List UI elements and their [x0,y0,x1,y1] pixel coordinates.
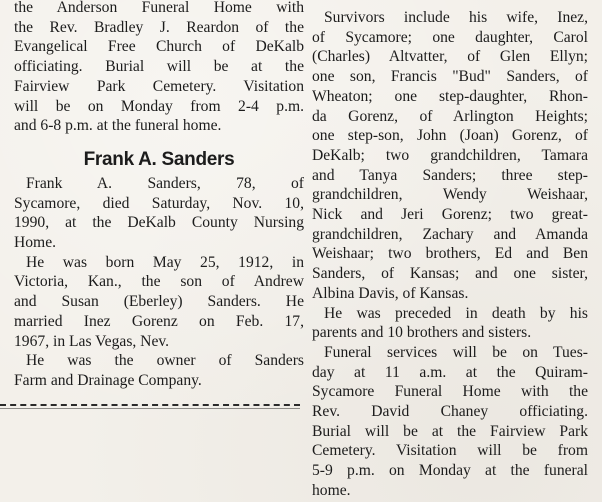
text-line: (Charles) Altvatter, of Glen Ellyn; [312,48,588,66]
left-column [14,0,304,391]
text-line: Sycamore Funeral Home with the [312,383,588,401]
text-line: Sycamore, died Saturday, Nov. 10, [14,194,304,212]
text-line: Survivors include his wife, Inez, [324,9,588,26]
text-line: Home. [14,234,57,252]
text-line: Evangelical Free Church of DeKalb [14,38,304,56]
text-line: 5-9 p.m. on Monday at the funeral [312,462,588,480]
text-line: Wheaton; one step-daughter, Rhon- [312,87,588,105]
text-line: day at 11 a.m. at the Quiram- [312,363,588,381]
text-line: Victoria, Kan., the son of Andrew [14,273,304,291]
text-line: Frank A. Sanders, 78, of [26,174,304,192]
text-line: Burial will be at the Fairview Park [312,422,588,440]
text-line: Nick and Jeri Gorenz; two great- [312,206,588,224]
text-line: and 6-8 p.m. at the funeral home. [14,117,222,135]
text-line: the Rev. Bradley J. Reardon of the [14,18,304,36]
text-line: He was preceded in death by his [324,304,588,322]
text-line: will be on Monday from 2-4 p.m. [14,97,304,115]
text-line: 1967, in Las Vegas, Nev. [14,332,170,350]
left-intro-paragraph [14,0,304,136]
text-line: Sanders, of Kansas; and one sister, [312,265,588,283]
obituary-paragraph-services [312,343,588,501]
text-line: grandchildren, Zachary and Amanda [312,225,588,243]
text-line: Rev. David Chaney officiating. [312,403,588,421]
text-line: He was born May 25, 1912, in [26,253,304,271]
text-line: home. [312,481,351,499]
text-line: grandchildren, Wendy Weishaar, [312,186,588,204]
text-line: da Gorenz, of Arlington Heights; [312,107,588,125]
text-line: and Tanya Sanders; three step- [312,166,588,184]
text-line: one son, Francis "Bud" Sanders, of [312,68,588,86]
obituary-paragraph-survivors [312,8,588,304]
obituary-paragraph-death [14,174,304,253]
obituary-paragraph-birth [14,253,304,352]
right-column [312,0,588,501]
text-line: Fairview Park Cemetery. Visitation [14,77,304,95]
text-line: Cemetery. Visitation will be from [312,442,588,460]
text-line: and Susan (Eberley) Sanders. He [14,293,304,311]
text-line: the Anderson Funeral Home with [14,0,304,16]
obituary-paragraph-occupation [14,351,304,390]
text-line: officiating. Burial will be at the [14,58,304,76]
obituary-paragraph-preceded [312,304,588,343]
text-line: married Inez Gorenz on Feb. 17, [14,312,304,330]
text-line: Albina Davis, of Kansas. [312,284,469,302]
text-line: DeKalb; two grandchildren, Tamara [312,146,588,164]
text-line: Funeral services will be on Tues- [324,343,588,361]
text-line: of Sycamore; one daughter, Carol [312,28,588,46]
text-line: one step-son, John (Joan) Gorenz, of [312,127,588,145]
text-line: 1990, at the DeKalb County Nursing [14,214,304,232]
column-divider-rule [0,408,300,409]
text-line: He was the owner of Sanders [26,352,304,370]
text-line: Weishaar; two brothers, Ed and Ben [312,245,588,263]
text-line: parents and 10 brothers and sisters. [312,324,532,342]
column-divider-rule [0,404,300,406]
obituary-headline: Frank A. Sanders [83,148,235,170]
text-line: Farm and Drainage Company. [14,371,202,389]
